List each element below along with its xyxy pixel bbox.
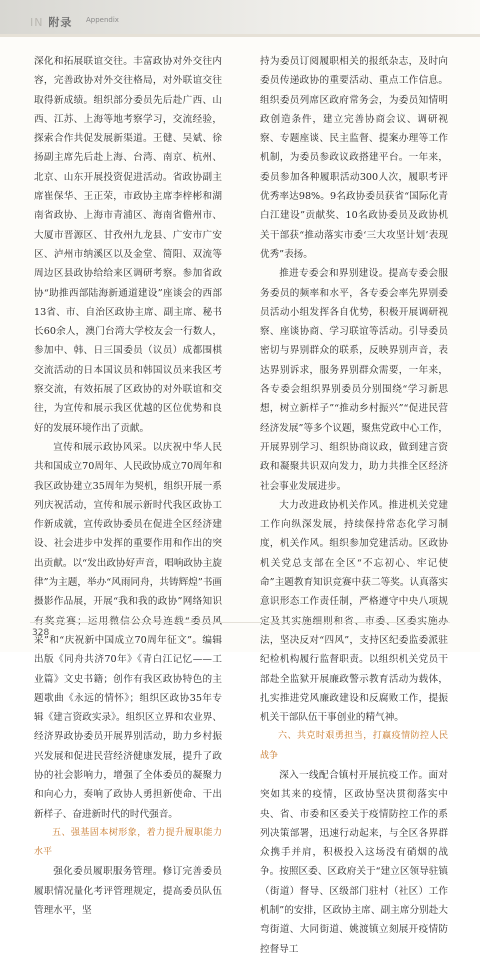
paragraph: 深入一线配合镇村开展抗疫工作。面对突如其来的疫情，区政协坚决贯彻落实中央、省、市委和区委关于疫情防控工作的系列决策部署，迅速行动起来，与全区各界群众携手并肩，积极投入这场没有硝烟的战争。按照区委、区政府关于“建立区领导驻镇（街道）督导、区级部门驻村（社区）工作机制”的安排，区政协主席、副主席分别赴大弯街道、大同街道、姚渡镇立刻展开疫情防控督导工 [260, 769, 448, 955]
paragraph: 大力改进政协机关作风。推进机关党建工作向纵深发展，持续保持常态化学习制度，机关作风。组织参加党建活动。区政协机关党总支部在全区“不忘初心、牢记使命”主题教育知识竞赛中获二等奖。认真落实意识形态工作责任制，严格遵守中央八项规 法，坚决反对“四风”，支持区纪委监委派驻纪检机构履行监督职责。以组织机关党员干部赴全监狱开展廉政警示教育活动为载体，扎实推进党风廉政建设和反腐败工作，提振机关干部队伍干事创业的精气神。 [260, 499, 448, 724]
right-column [260, 52, 448, 959]
section-heading: 六、共克时艰勇担当，打赢疫情防控人民战争 [260, 731, 448, 761]
paragraph: 强化委员履职服务管理。修订完善委员履职情况量化考评管理规定，提高委员队伍管理水平，坚 [34, 866, 222, 917]
paragraph: 深化和拓展联谊交往。丰富政协对外交往内容，完善政协对外交往格局，对外联谊交往取得新成绩。组织部分委员先后赴广西、山西、江苏、上海等地考察学习，交流经验，探索合作共促发展新渠道。王健、吴斌、徐扬副主席先后赴上海、台湾、南京、杭州、北京、山东开展投资促进活动。省政协副主席崔保华、王正荣，市政协主席李梓彬和湖南省政协、上海市青浦区、海南省儋州市、大厦市晋源区、甘孜州九龙县、广安市广安区、泸州市纳溪区以及金堂、简阳、双流等周边区县政协给给来区调研考察。参加省政协“助推西部陆海新通道建设”座谈会的西部13省、市、自治区政协主席、副主席、秘书长60余人，澳门台湾大学校友会一行数人，参加中、韩、日三国委员（议员）成都围棋交流活动的日本国议员和韩国议员来我区考察交流，有效拓展了区政协的对外联谊和交往，为宣传和展示我区优越的区位优势和良好的发展环境作出了贡献。 [34, 56, 222, 434]
section-heading: 五、强基固本树形象，着力提升履职能力水平 [34, 827, 222, 858]
paragraph: 持为委员订阅履职相关的报纸杂志，及时向委员传递政协的重要活动、重点工作信息。组织委员列席区政府常务会，为委员知情明政创造条件，建立完善协商会议、调研视察、专题座谈、民主监督、提案办理等工作机制，为委员参政议政搭建平台。一年来，委员参加各种履职活动300人次，履职考评优秀率达98%。9名政协委员获省“国际化青白江建设”贡献奖、10名政协委员及政协机关干部获“推动落实市委‘三大攻坚计划’表现优秀”表扬。 [260, 56, 448, 260]
left-column [34, 52, 222, 920]
logo-text: 附录 [48, 16, 73, 29]
paragraph: 宣传和展示政协风采。以庆祝中华人民共和国成立70周年、人民政协成立70周年和我区政协建立35周年为契机，组织开展一系列庆祝活动，宣传和展示新时代我区政协工作新成就，宣传政协委员在促进全区经济建设、社会进步中发挥的重要作用和作出的突出贡献。以“发出政协好声音，唱响政协主旋律”为主题，举办“风雨同舟，共铸辉煌”书画摄影作品展，开展“我和我的政协”网络知识 采”和“庆祝新中国成立70周年征文”。编辑出版《同舟共济70年》《青白江记忆——工业篇》文史书籍；创作有我区政协特色的主题歌曲《永远的情怀》；组织区政协35年专辑《建言资政实录》。组织区立界和农业界、经济界政协委员开展界别活动，助力乡村振兴发展和促进民营经济健康发展，提升了政协的社会影响力，增强了全体委员的凝聚力和向心力，奏响了政协人勇担新使命、干出新样子、奋进新时代的时代强音。 [34, 441, 222, 820]
footer-rule [30, 622, 450, 623]
appendix-logo [30, 14, 72, 30]
section-label: Appendix [86, 16, 119, 24]
logo-ghost-text: IN [30, 16, 44, 29]
header-stripe [0, 34, 480, 37]
paragraph: 推进专委会和界别建设。提高专委会服务委员的频率和水平，各专委会率先界别委员活动小组发挥各自优势，积极开展调研视察、座谈协商、学习联谊等活动。引导委员密切与界别群众的联系，反映界别声音，表达界别诉求，服务界别群众需要，一年来，各专委会组织界别委员分别围绕“学习新思想，树立新样子”“推动乡村振兴”“促进民营经济发展”等多个议题，聚焦党政中心工作，开展界别学习、组织协商议政，做到建言资政和凝聚共识双向发力，助力共推全区经济社会事业发展进步。 [260, 268, 448, 492]
page-header [0, 0, 480, 42]
page-number: 328 [32, 628, 50, 638]
